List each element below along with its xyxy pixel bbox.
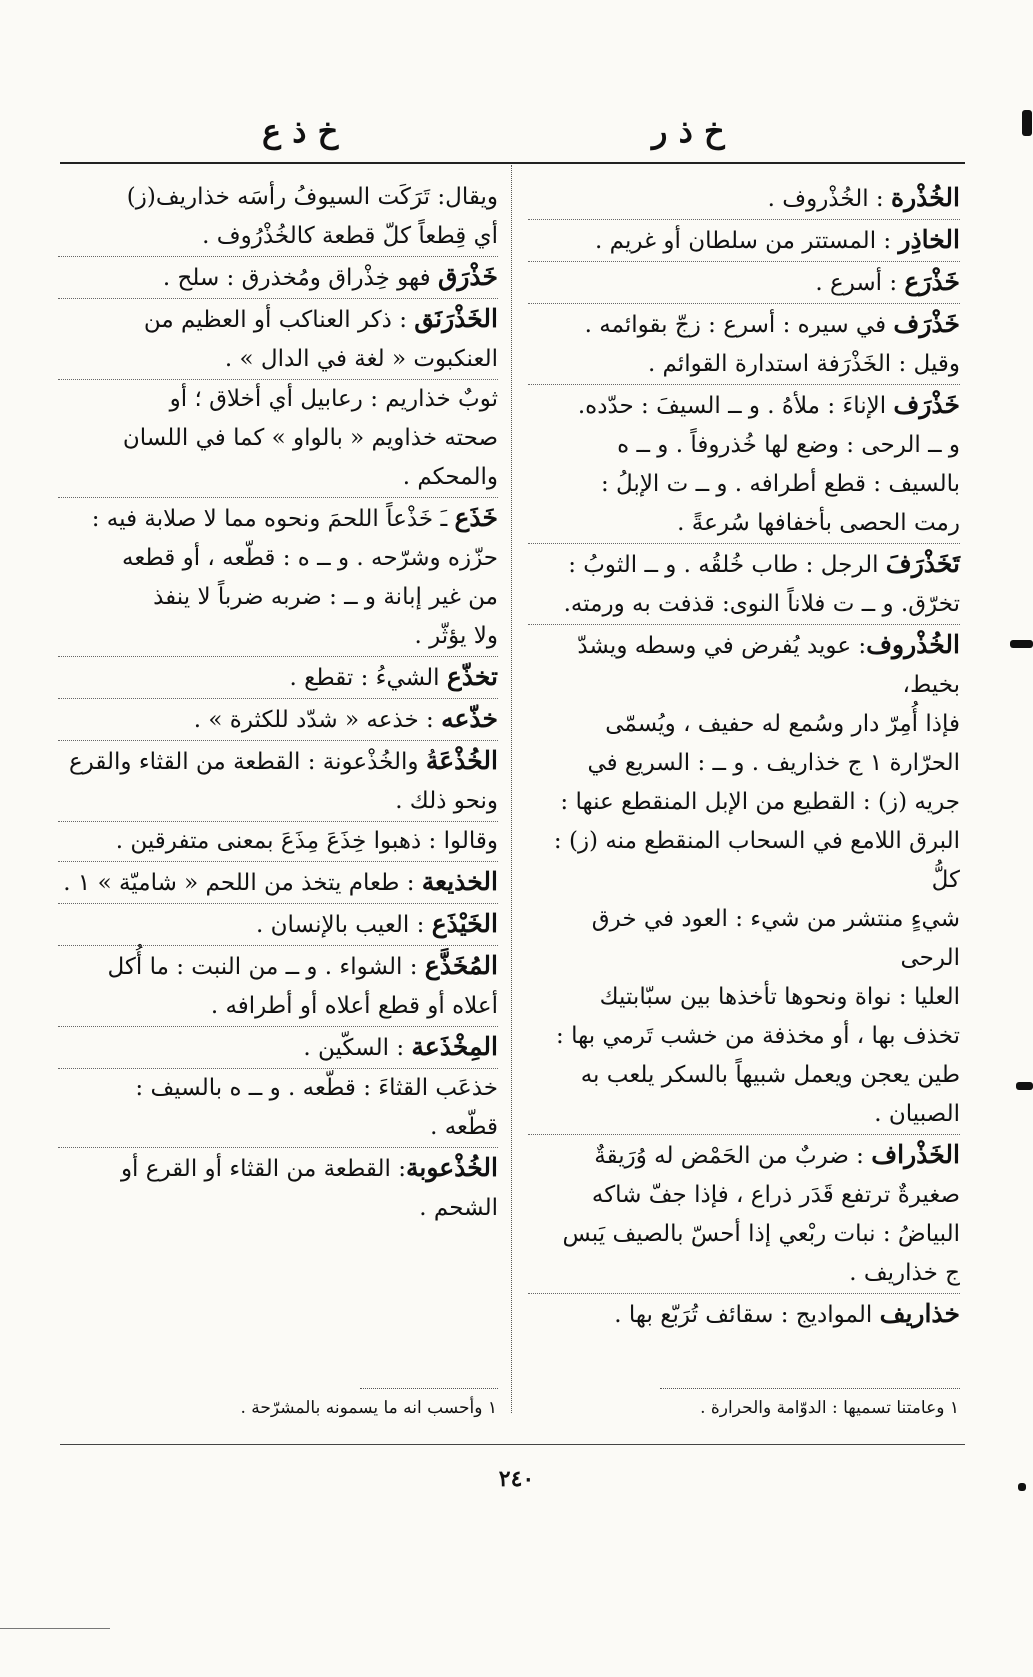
page-number: ٢٤٠ (498, 1466, 535, 1492)
entry-line: الخذيعة : طعام يتخذ من اللحم « شاميّة » ١ . (63, 867, 498, 896)
entry-line: شيءٍ منتشر من شيء : العود في خرق الرحى (591, 906, 960, 971)
entry-line: تخرّق. و ــ ت فلاناً النوى: قذفت به ورمته. (563, 591, 960, 617)
dictionary-entry (58, 740, 498, 821)
entry-line: خذاريف المواديج : سقائف تُرَبّع بها . (614, 1299, 960, 1328)
entry-line: ثوبٌ خذاريم : رعابيل أي أخلاق ؛ أو (169, 386, 498, 412)
footer-rule (60, 1444, 965, 1445)
dictionary-entry (528, 178, 960, 219)
headword: تَخَذْرَفَ (885, 549, 960, 578)
headword: الخُذْعَة (425, 746, 498, 775)
entry-line: صحته خذاويم « بالواو » كما في اللسان والمحكم . (122, 425, 498, 490)
scan-edge-mark (1022, 110, 1032, 136)
dictionary-entry (58, 945, 498, 1026)
entry-line: تخذّع الشيءُ : تقطع . (289, 662, 498, 691)
headword: الخُذْعوبة (405, 1153, 498, 1182)
entry-line: الصبيان . (874, 1101, 960, 1127)
entry-line: وقالوا : ذهبوا خِذَعَ مِذَعَ بمعنى متفرقين . (115, 828, 498, 854)
entry-line: ج خذاريف . (849, 1260, 960, 1286)
scan-edge-mark (1018, 1483, 1026, 1491)
dictionary-entry (528, 624, 960, 1134)
entry-line: الخُذْعوبة: القطعة من القثاء أو القرع أو الشحم . (120, 1153, 498, 1221)
entry-line: أي قِطعاً كلّ قطعة كالخُذْرُوف . (202, 223, 498, 249)
dictionary-entry (528, 1134, 960, 1293)
entry-line: الخُذْروف: عويد يُفرض في وسطه ويشدّ بخيط، (577, 630, 960, 698)
dictionary-entry (58, 903, 498, 945)
headword: المُخَذَّع (424, 951, 498, 980)
dictionary-entry (528, 543, 960, 624)
header-rule (60, 162, 965, 164)
dictionary-entry (58, 379, 498, 497)
entry-line: المُخَذَّع : الشواء . و ــ من النبت : ما أُكل (107, 951, 498, 980)
dictionary-entry (528, 303, 960, 384)
footnote-rule-right (660, 1388, 960, 1389)
entry-line: الحرّارة ١ ج خذاريف . و ــ : السريع في (587, 750, 960, 776)
entry-line: خَذَع ـَ خَذْعاً اللحمَ ونحوه مما لا صلابة فيه : (91, 503, 498, 532)
headword: الخُذْرة (891, 183, 960, 212)
dictionary-entry (58, 1026, 498, 1068)
headword: الخُذْروف (866, 630, 960, 659)
dictionary-entry (58, 821, 498, 861)
dictionary-entry (58, 861, 498, 903)
entry-line: الخُذْعَةُ والخُذْعونة : القطعة من القثاء والقرع (68, 746, 498, 775)
entry-line: خذّعه : خذعه « شدّد للكثرة » . (193, 704, 498, 733)
headword: المِخْذَعة (411, 1032, 498, 1061)
dictionary-entry (58, 1147, 498, 1228)
dictionary-entry (58, 1068, 498, 1147)
dictionary-entry (58, 298, 498, 379)
scan-edge-mark (1010, 640, 1033, 648)
header-left-root: خ ذ ع (262, 112, 339, 150)
entry-line: المِخْذَعة : السكّين . (303, 1032, 498, 1061)
headword: خَذْرَع (904, 267, 960, 296)
entry-line: ويقال: تَرَكَت السيوفُ رأسَه خذاريف(ز) (126, 184, 498, 210)
header-right-root: خ ذ ر (652, 112, 725, 150)
entry-line: حزّزه وشرّحه . و ــ ه : قطّعه ، أو قطعه (122, 545, 498, 571)
entry-line: تَخَذْرَفَ الرجل : طاب خُلقُه . و ــ الثوبُ : (568, 549, 960, 578)
headword: خذّعه (441, 704, 498, 733)
entry-line: الخَذْرَنَق : ذكر العناكب أو العظيم من (143, 304, 498, 333)
entry-line: فإذا أُمِرّ دار وسُمع له حفيف ، ويُسمّى (605, 711, 960, 737)
headword: تخذّع (446, 662, 498, 691)
dictionary-entry (58, 656, 498, 698)
entry-line: من غير إبانة و ــ : ضربه ضرباً لا ينفذ (153, 584, 498, 610)
entry-line: العليا : نواة ونحوها تأخذها بين سبّابتيك (599, 984, 960, 1010)
entry-line: صغيرةٌ ترتفع قَدَر ذراع ، فإذا جفّ شاكه (591, 1182, 960, 1208)
headword: خَذْرَف (893, 309, 960, 338)
entry-line: وقيل : الخَذْرَفة استدارة القوائم . (647, 351, 960, 377)
headword: خَذْرَق (437, 262, 498, 291)
entry-line: جريه (ز) : القطيع من الإبل المنقطع عنها : (560, 789, 960, 815)
headword: الخاذِر (898, 225, 960, 254)
entry-line: خذعَب القثاءَ : قطّعه . و ــ ه بالسيف : (135, 1075, 498, 1101)
headword: الخَذْرَنَق (414, 304, 498, 333)
entry-line: خَذْرَف في سيره : أسرع : زجّ بقوائمه . (584, 309, 960, 338)
entry-line: البرق اللامع في السحاب المنقطع منه (ز) : كلُّ (553, 828, 960, 893)
headword: خذاريف (879, 1299, 960, 1328)
footnote-left: ١ وأحسب انه ما يسمونه بالمشرّحة . (240, 1398, 497, 1418)
dictionary-entry (58, 178, 498, 256)
entry-line: و ــ الرحى : وضع لها خُذروفاً . و ــ ه (617, 432, 960, 458)
entry-line: بالسيف : قطع أطرافه . و ــ ت الإبلُ : (600, 471, 960, 497)
dictionary-entry (528, 261, 960, 303)
dictionary-entry (58, 497, 498, 656)
entry-line: خَذْرَق فهو خِذْراق ومُخذرق : سلح . (162, 262, 498, 291)
dictionary-entry (528, 219, 960, 261)
entry-line: تخذف بها ، أو مخذفة من خشب تَرمي بها : (556, 1023, 960, 1049)
dictionary-entry (528, 384, 960, 543)
entry-line: خَذْرَع : أسرع . (815, 267, 960, 296)
headword: خَذَع (454, 503, 498, 532)
column-divider (511, 165, 512, 1413)
headword: الخذيعة (421, 867, 498, 896)
right-column (528, 178, 960, 1335)
scan-edge-mark (1016, 1082, 1033, 1090)
entry-line: الخاذِر : المستتر من سلطان أو غريم . (595, 225, 960, 254)
entry-line: رمت الحصى بأخفافها سُرعةً . (677, 510, 960, 536)
dictionary-entry (58, 256, 498, 298)
dictionary-entry (528, 1293, 960, 1335)
left-column (58, 178, 498, 1228)
headword: الخَيْذَع (431, 909, 498, 938)
scan-edge-line (0, 1628, 110, 1629)
entry-line: أعلاه أو قطع أعلاه أو أطرافه . (210, 993, 498, 1019)
footnote-right: ١ وعامتنا تسميها : الدوّامة والحرارة . (700, 1398, 959, 1418)
entry-line: خَذْرَف الإناءَ : ملأهُ . و ــ السيفَ : حدّده. (577, 390, 960, 419)
dictionary-entry (58, 698, 498, 740)
entry-line: الخَذْراف : ضربٌ من الحَمْض له وُرَيقةٌ (594, 1140, 960, 1169)
entry-line: طين يعجن ويعمل شبيهاً بالسكر يلعب به (580, 1062, 960, 1088)
entry-line: ونحو ذلك . (395, 788, 498, 814)
entry-line: الخُذْرة : الخُذْروف . (767, 183, 960, 212)
entry-line: ولا يؤثّر . (414, 623, 498, 649)
headword: خَذْرَف (893, 390, 960, 419)
headword: الخَذْراف (871, 1140, 960, 1169)
entry-line: البياضُ : نبات ربْعي إذا أحسّ بالصيف يَبس (562, 1221, 960, 1247)
entry-line: العنكبوت « لغة في الدال » . (224, 346, 498, 372)
footnote-rule-left (360, 1388, 498, 1389)
entry-line: الخَيْذَع : العيب بالإنسان . (256, 909, 498, 938)
entry-line: قطّعه . (430, 1114, 498, 1140)
